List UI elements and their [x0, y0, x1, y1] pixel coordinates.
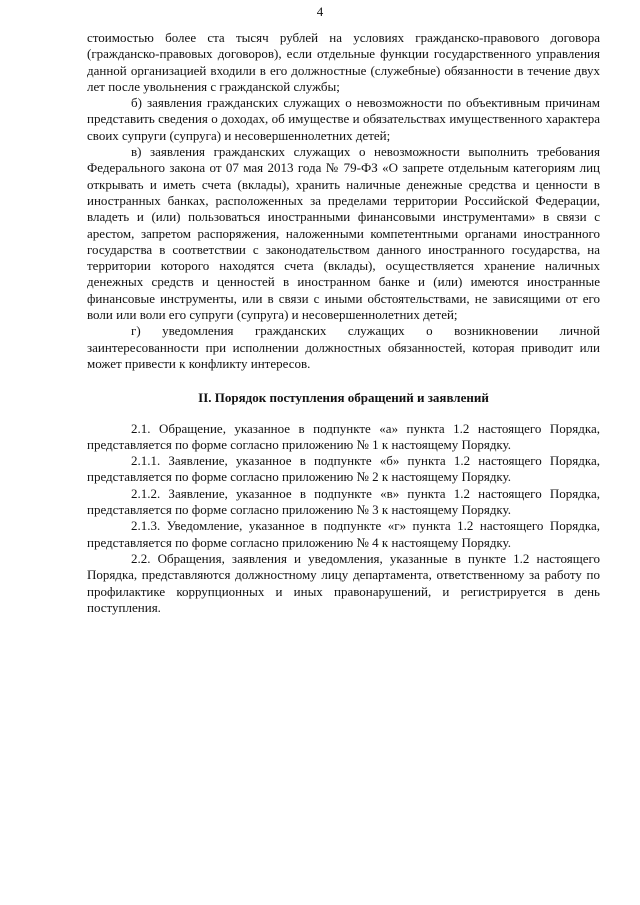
paragraph-2-2: 2.2. Обращения, заявления и уведомления, указанные в пункте 1.2 настоящего Порядка, представляются должностному лицу департамента, ответственному за работу по профилактике коррупционных и иных правонарушений, и регистрируется в день поступления.	[87, 550, 600, 615]
paragraph-item-g: г) уведомления гражданских служащих о возникновении личной заинтересованности при исполнении должностных обязанностей, которая приводит или может привести к конфликту интересов.	[87, 323, 600, 371]
paragraph-2-1-1: 2.1.1. Заявление, указанное в подпункте «б» пункта 1.2 настоящего Порядка, представляется по форме согласно приложению № 2 к настоящему Порядку.	[87, 453, 600, 485]
page-number: 4	[316, 4, 324, 19]
paragraph-2-1-3: 2.1.3. Уведомление, указанное в подпункте «г» пункта 1.2 настоящего Порядка, представляется по форме согласно приложению № 4 к настоящему Порядку.	[87, 518, 600, 550]
paragraph-item-b: б) заявления гражданских служащих о невозможности по объективным причинам представить сведения о доходах, об имуществе и обязательствах имущественного характера своих супруги (супруга) и несовершеннолетних детей;	[87, 95, 600, 143]
paragraph-2-1: 2.1. Обращение, указанное в подпункте «а» пункта 1.2 настоящего Порядка, представляется по форме согласно приложению № 1 к настоящему Порядку.	[87, 420, 600, 452]
document-body	[87, 30, 600, 616]
paragraph-continuation: стоимостью более ста тысяч рублей на условиях гражданско-правового договора (гражданско-правовых договоров), если отдельные функции государственного управления данной организацией входили в его должностные (служебные) обязанности в течение двух лет после увольнения с гражданской службы;	[87, 30, 600, 94]
paragraph-item-v: в) заявления гражданских служащих о невозможности выполнить требования Федерального закона от 07 мая 2013 года № 79-ФЗ «О запрете отдельным категориям лиц открывать и иметь счета (вклады), хранить наличные денежные средства и ценности в иностранных банках, расположенных за пределами территории Российской Федерации, владеть и (или) пользоваться иностранными финансовыми инструментами» в связи с арестом, запретом распоряжения, наложенными компетентными органами иностранного государства в соответствии с законодательством данного иностранного государства, на территории которого находятся счета (вклады), осуществляется хранение наличных денежных средств и ценностей в иностранном банке и (или) имеются иностранные финансовые инструменты, или в связи с иными обстоятельствами, не зависящими от его воли или воли его супруги (супруга) и несовершеннолетних детей;	[87, 144, 600, 323]
section-heading: II. Порядок поступления обращений и заявлений	[198, 390, 489, 406]
paragraph-2-1-2: 2.1.2. Заявление, указанное в подпункте «в» пункта 1.2 настоящего Порядка, представляется по форме согласно приложению № 3 к настоящему Порядку.	[87, 485, 600, 518]
